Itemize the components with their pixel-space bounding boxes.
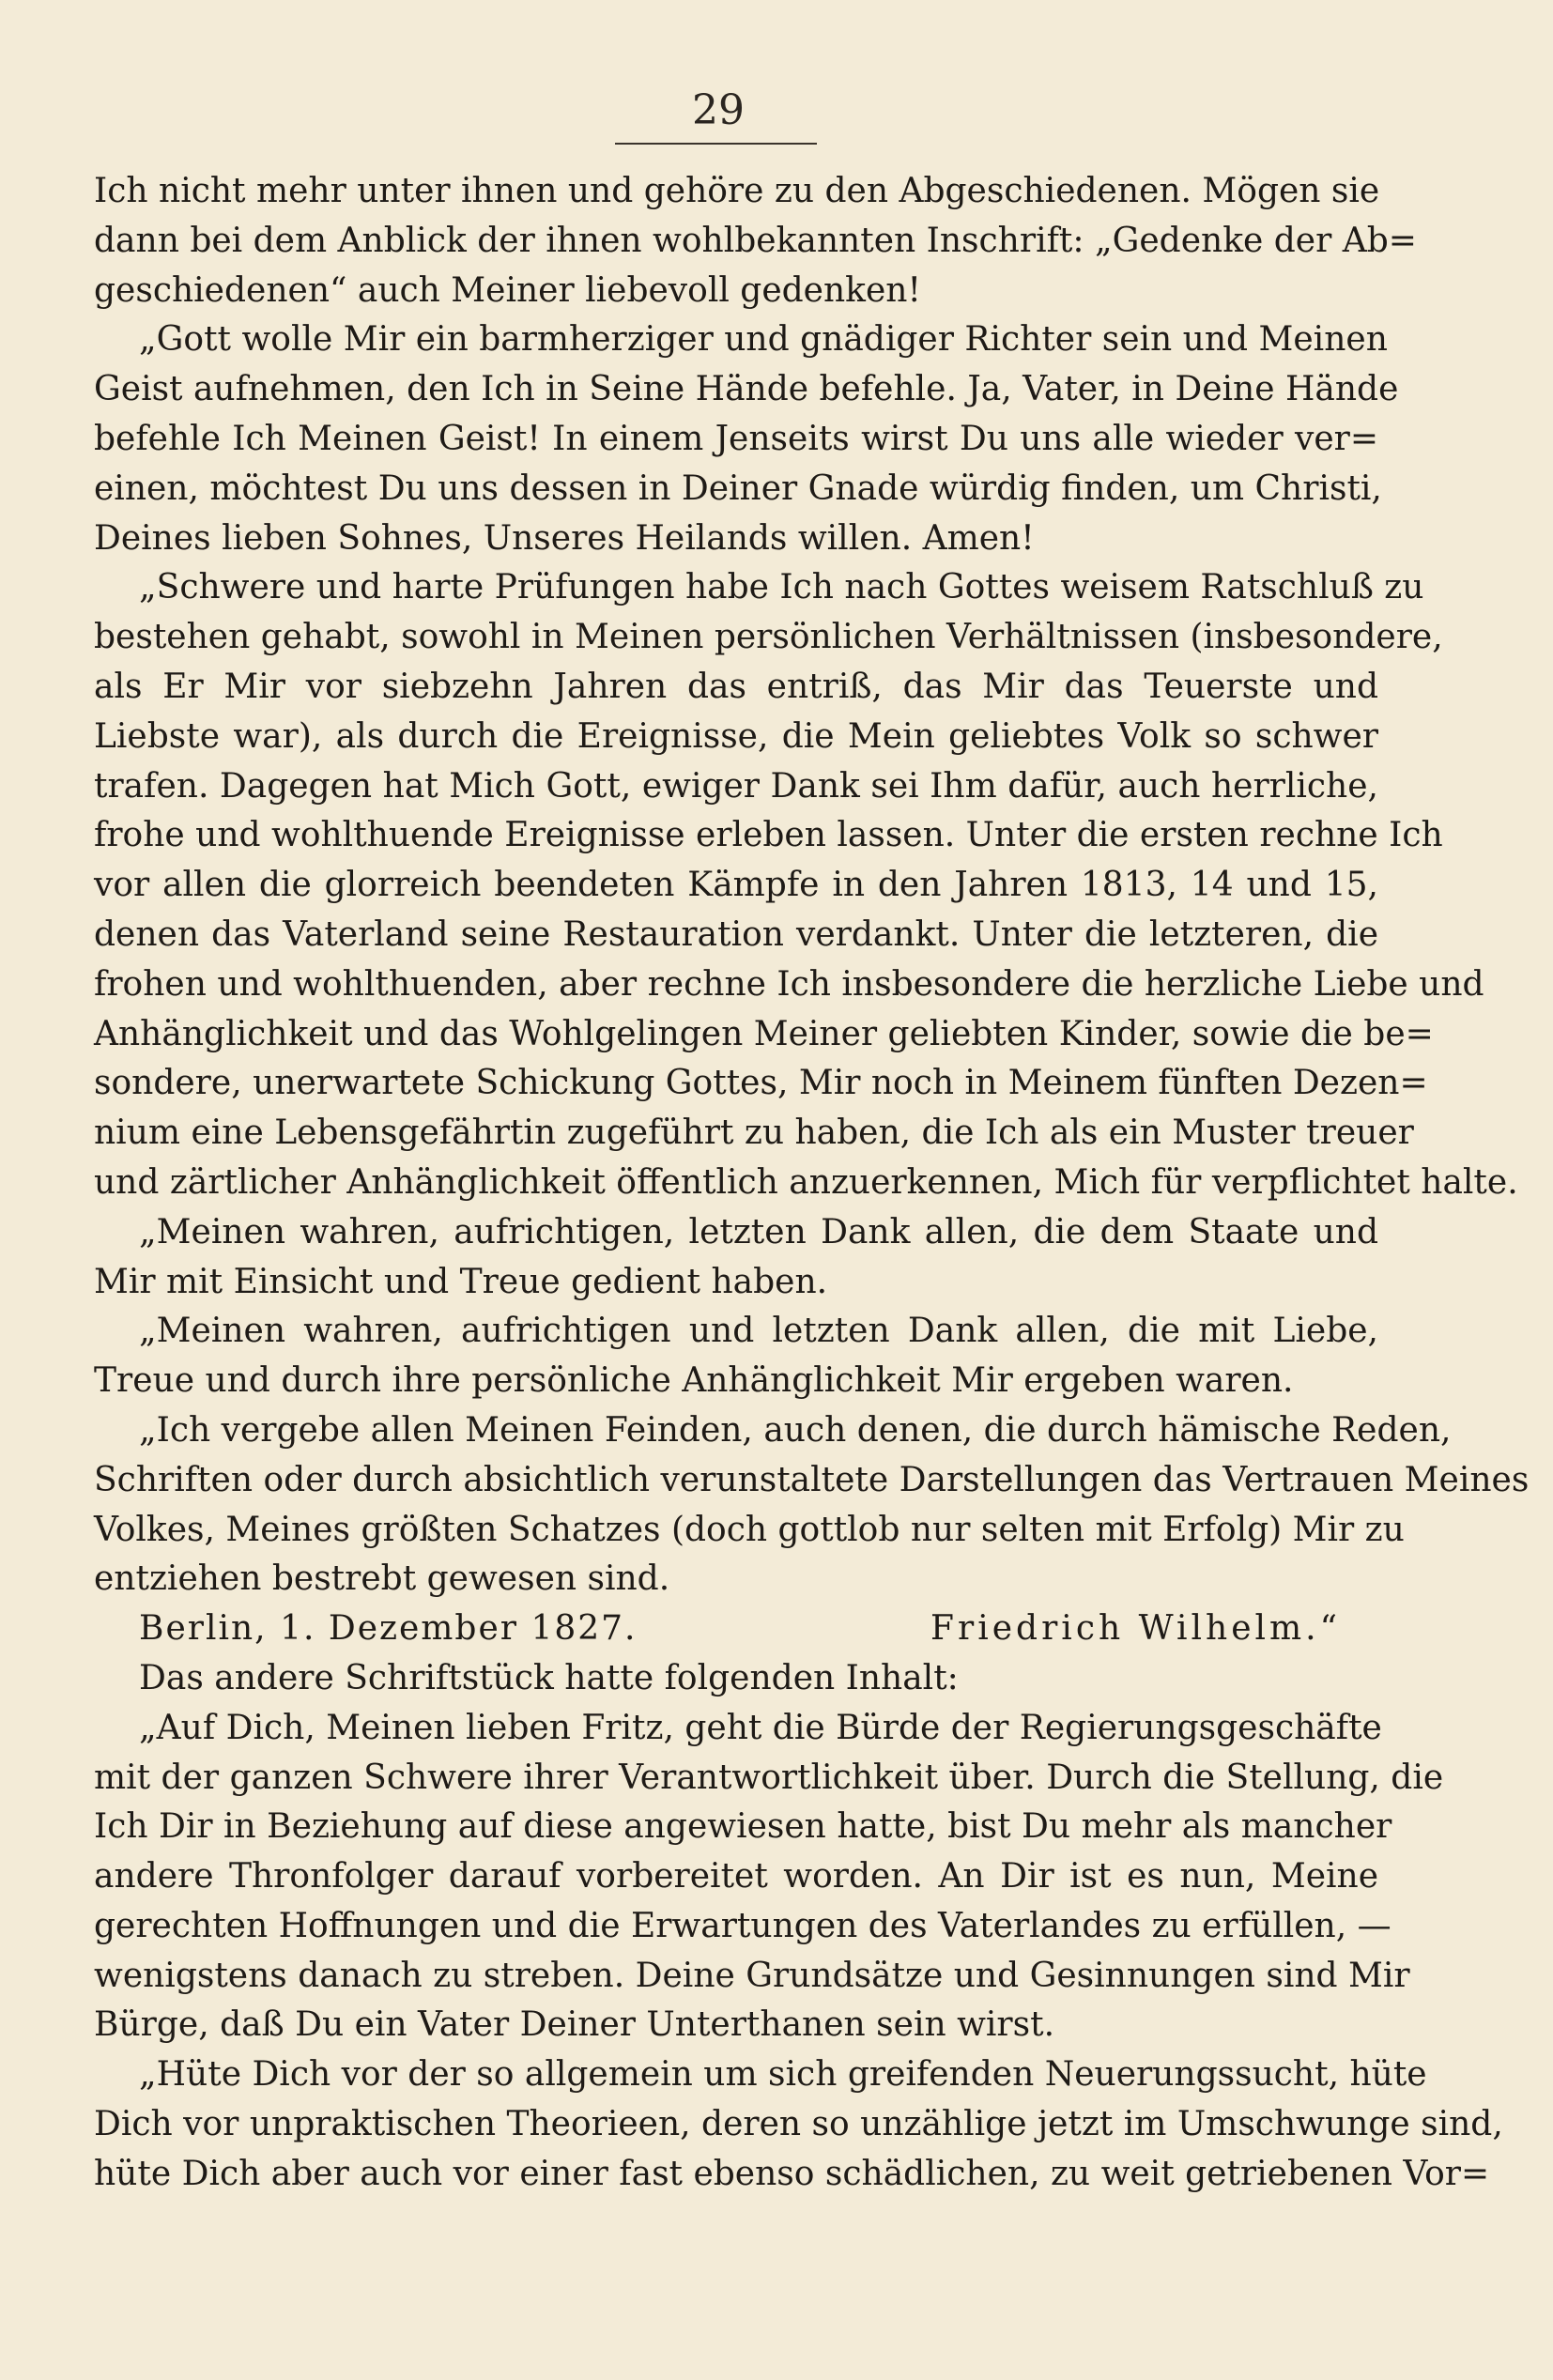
text-line: „Schwere und harte Prüfungen habe Ich nach Gottes weisem Ratschluß zu <box>139 568 1424 607</box>
text-line: andere Thronfolger darauf vorbereitet worden. An Dir ist es nun, Meine <box>94 1857 1378 1896</box>
text-line: Liebste war), als durch die Ereignisse, die Mein geliebtes Volk so schwer <box>94 716 1378 756</box>
signature-line <box>94 1605 1378 1654</box>
text-line: trafen. Dagegen hat Mich Gott, ewiger Dank sei Ihm dafür, auch herrliche, <box>94 766 1378 806</box>
text-line: und zärtlicher Anhänglichkeit öffentlich anzuerkennen, Mich für verpflichtet halte. <box>94 1162 1518 1202</box>
text-line: mit der ganzen Schwere ihrer Verantwortlichkeit über. Durch die Stellung, die <box>94 1758 1444 1797</box>
text-line: frohen und wohlthuenden, aber rechne Ich insbesondere die herzliche Liebe und <box>94 964 1484 1004</box>
text-line: „Meinen wahren, aufrichtigen und letzten Dank allen, die mit Liebe, <box>139 1312 1378 1351</box>
text-line: als Er Mir vor siebzehn Jahren das entriß, das Mir das Teuerste und <box>94 667 1378 706</box>
signature-place-date: Berlin, 1. Dezember 1827. <box>139 1609 638 1649</box>
text-line: vor allen die glorreich beendeten Kämpfe in den Jahren 1813, 14 und 15, <box>94 866 1378 905</box>
signature-name: Friedrich Wilhelm.“ <box>930 1609 1341 1649</box>
text-line: bestehen gehabt, sowohl in Meinen persönlichen Verhältnissen (insbesondere, <box>94 618 1443 657</box>
text-line: Geist aufnehmen, den Ich in Seine Hände befehle. Ja, Vater, in Deine Hände <box>94 370 1399 409</box>
text-line: nium eine Lebensgefährtin zugeführt zu haben, die Ich als ein Muster treuer <box>94 1113 1414 1153</box>
text-line: Deines lieben Sohnes, Unseres Heilands willen. Amen! <box>94 518 1035 558</box>
text-line: Treue und durch ihre persönliche Anhänglichkeit Mir ergeben waren. <box>94 1361 1294 1401</box>
text-line: Schriften oder durch absichtlich verunstaltete Darstellungen das Vertrauen Meines <box>94 1460 1530 1499</box>
text-line: entziehen bestrebt gewesen sind. <box>94 1559 670 1599</box>
text-line: Das andere Schriftstück hatte folgenden Inhalt: <box>139 1658 959 1697</box>
text-line: befehle Ich Meinen Geist! In einem Jenseits wirst Du uns alle wieder ver= <box>94 419 1378 458</box>
text-line: sondere, unerwartete Schickung Gottes, Mir noch in Meinem fünften Dezen= <box>94 1064 1428 1103</box>
text-line: Mir mit Einsicht und Treue gedient haben. <box>94 1262 828 1301</box>
text-line: Ich Dir in Beziehung auf diese angewiesen hatte, bist Du mehr als mancher <box>94 1807 1392 1847</box>
text-line: wenigstens danach zu streben. Deine Grundsätze und Gesinnungen sind Mir <box>94 1956 1410 1995</box>
text-line: frohe und wohlthuende Ereignisse erleben lassen. Unter die ersten rechne Ich <box>94 816 1443 855</box>
text-line: hüte Dich aber auch vor einer fast ebenso schädlichen, zu weit getriebenen Vor= <box>94 2154 1490 2193</box>
text-line: „Meinen wahren, aufrichtigen, letzten Dank allen, die dem Staate und <box>139 1212 1378 1251</box>
text-line: Dich vor unpraktischen Theorieen, deren so unzählige jetzt im Umschwunge sind, <box>94 2105 1503 2144</box>
text-line: denen das Vaterland seine Restauration verdankt. Unter die letzteren, die <box>94 914 1378 954</box>
text-line: „Gott wolle Mir ein barmherziger und gnädiger Richter sein und Meinen <box>139 320 1388 360</box>
text-line: einen, möchtest Du uns dessen in Deiner Gnade würdig finden, um Christi, <box>94 468 1382 508</box>
body-text <box>94 167 1530 2200</box>
text-line: Bürge, daß Du ein Vater Deiner Unterthanen sein wirst. <box>94 2005 1055 2045</box>
page-number: 29 <box>692 86 745 134</box>
text-line: geschiedenen“ auch Meiner liebevoll gedenken! <box>94 270 921 310</box>
text-line: „Auf Dich, Meinen lieben Fritz, geht die Bürde der Regierungsgeschäfte <box>139 1708 1382 1747</box>
text-line: Volkes, Meines größten Schatzes (doch gottlob nur selten mit Erfolg) Mir zu <box>94 1510 1405 1549</box>
text-line: dann bei dem Anblick der ihnen wohlbekannten Inschrift: „Gedenke der Ab= <box>94 221 1417 260</box>
text-line: „Hüte Dich vor der so allgemein um sich greifenden Neuerungssucht, hüte <box>139 2055 1427 2095</box>
text-line: gerechten Hoffnungen und die Erwartungen des Vaterlandes zu erfüllen, — <box>94 1906 1392 1945</box>
header-rule <box>615 143 817 145</box>
text-line: Ich nicht mehr unter ihnen und gehöre zu den Abgeschiedenen. Mögen sie <box>94 172 1380 210</box>
text-line: Anhänglichkeit und das Wohlgelingen Meiner geliebten Kinder, sowie die be= <box>94 1014 1434 1053</box>
text-line: „Ich vergebe allen Meinen Feinden, auch denen, die durch hämische Reden, <box>139 1410 1452 1450</box>
